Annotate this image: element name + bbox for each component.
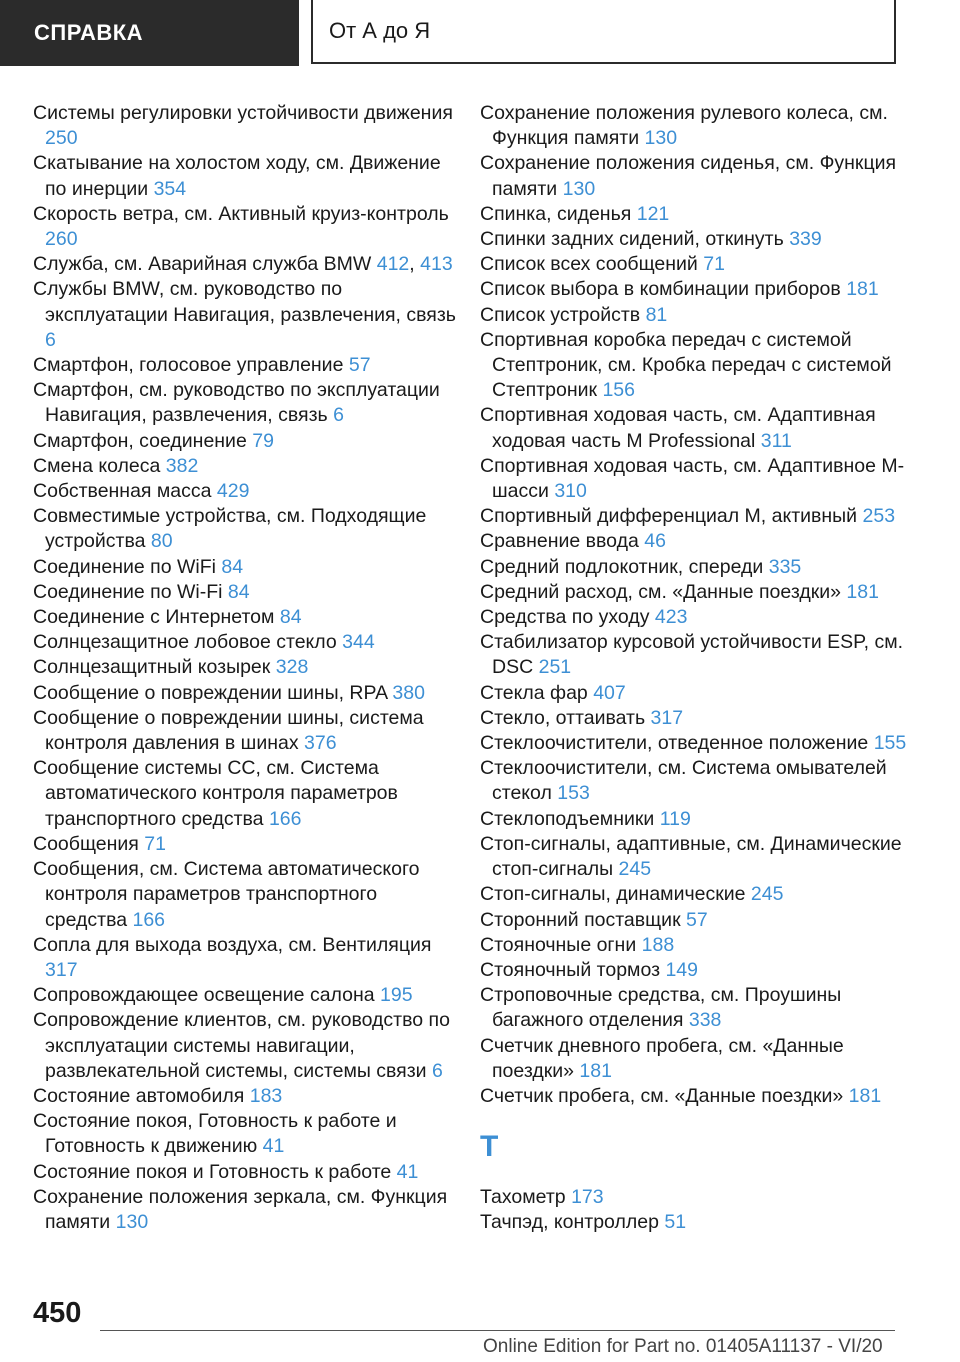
index-entry-text: Сторонний поставщик <box>480 908 681 931</box>
page-reference-link[interactable]: 376 <box>304 732 337 755</box>
index-entry <box>480 933 920 958</box>
index-entry-text: Смартфон, голосовое управление <box>33 354 344 377</box>
index-entry-text: Состояние покоя, Готовность к работе и Готовность к движению <box>33 1110 397 1158</box>
page-reference-link[interactable]: 6 <box>333 404 344 427</box>
index-entry-text: Скорость ветра, см. Активный круиз-контроль <box>33 202 449 225</box>
index-entry-text: Средства по уходу <box>480 606 650 629</box>
page-reference-link[interactable]: 354 <box>153 177 187 200</box>
index-entry-text: Собственная масса <box>33 480 212 503</box>
index-entry <box>33 706 463 756</box>
index-entry-text: Стояночный тормоз <box>480 958 661 981</box>
index-entry <box>480 1034 920 1084</box>
page-reference-link[interactable]: 183 <box>249 1084 283 1107</box>
page-reference-link[interactable]: 149 <box>665 958 698 981</box>
index-entry <box>480 303 920 328</box>
page-reference-link[interactable]: 181 <box>848 1084 882 1107</box>
index-entry <box>480 101 920 151</box>
index-entry-text: Спортивная ходовая часть, см. Адаптивная ходовая часть M Professional <box>480 404 876 452</box>
index-entry-text: Строповочные средства, см. Проушины багажного отделения <box>480 984 842 1032</box>
page-reference-link[interactable]: 188 <box>641 933 675 956</box>
page-reference-link[interactable]: 6 <box>432 1059 443 1082</box>
page-reference-link[interactable]: 153 <box>557 782 590 805</box>
index-letter-heading: Т <box>480 1130 499 1164</box>
index-entry-text: Соединение с Интернетом <box>33 606 275 629</box>
page-reference-link[interactable]: 413 <box>420 253 453 276</box>
page-reference-link[interactable]: 121 <box>636 202 670 225</box>
index-entry-text: Сопровождение клиентов, см. руководство по эксплуатации системы навигации, развлекательной системы, системы связи <box>33 1009 450 1082</box>
page-reference-link[interactable]: 338 <box>688 1009 722 1032</box>
index-entry <box>33 756 463 832</box>
index-entry <box>480 227 920 252</box>
index-entry-text: Сопла для выхода воздуха, см. Вентиляция <box>33 933 432 956</box>
page-reference-link[interactable]: 51 <box>664 1210 687 1233</box>
index-entry <box>33 832 463 857</box>
page-reference-link[interactable]: 328 <box>275 656 309 679</box>
index-entry <box>480 983 920 1033</box>
page-reference-link[interactable]: 245 <box>618 858 652 881</box>
page-reference-link[interactable]: 130 <box>115 1210 149 1233</box>
index-entry-text: Сохранение положения рулевого колеса, см. Функция памяти <box>480 102 888 150</box>
index-entry-text: Стеклоочистители, отведенное положение <box>480 732 869 755</box>
index-entry-text: Список устройств <box>480 303 641 326</box>
index-entry <box>480 555 920 580</box>
page-reference-link[interactable]: 335 <box>768 555 802 578</box>
index-entry <box>33 101 463 151</box>
index-entry <box>33 933 463 983</box>
index-entry-text: Солнцезащитный козырек <box>33 656 271 679</box>
index-entry <box>480 958 920 983</box>
page-reference-link[interactable]: 245 <box>750 883 784 906</box>
index-column-right <box>480 101 920 1235</box>
index-entry-text: Спортивная ходовая часть, см. Адаптивное M-шасси <box>480 454 905 503</box>
index-entry <box>33 504 463 554</box>
index-entry-text: Совместимые устройства, см. Подходящие устройства <box>33 505 427 553</box>
page-reference-link[interactable]: 46 <box>644 530 666 553</box>
index-entry-text: Средний подлокотник, спереди <box>480 555 764 578</box>
page-reference-link[interactable]: 84 <box>279 606 302 629</box>
index-entry-text: Средний расход, см. «Данные поездки» <box>480 580 841 603</box>
index-entry-text: Список выбора в комбинации приборов <box>480 278 841 301</box>
page-reference-link[interactable]: 195 <box>380 984 413 1007</box>
page-reference-link[interactable]: 81 <box>645 303 668 326</box>
index-entry-text: Сохранение положения сиденья, см. Функция памяти <box>480 152 897 200</box>
index-entry-text: Состояние автомобиля <box>33 1084 245 1107</box>
index-entry <box>33 1185 463 1235</box>
index-entry <box>480 403 920 453</box>
index-entry <box>33 630 463 655</box>
index-entry-text: Состояние покоя и Готовность к работе <box>33 1160 392 1183</box>
index-entry-text: Смена колеса <box>33 454 161 477</box>
index-entry-text: Стоп-сигналы, адаптивные, см. Динамические стоп-сигналы <box>480 832 902 881</box>
index-entry-text: Сообщения <box>33 832 139 855</box>
page-reference-link[interactable]: 79 <box>252 429 274 452</box>
page-reference-link[interactable]: 57 <box>686 908 708 931</box>
index-entry-text: Стекло, оттаивать <box>480 706 646 729</box>
section-tab[interactable] <box>0 0 299 66</box>
index-entry <box>33 1160 463 1185</box>
page-reference-link[interactable]: 155 <box>873 732 907 755</box>
index-entry-text: Скатывание на холостом ходу, см. Движение по инерции <box>33 152 441 200</box>
index-entry <box>33 580 463 605</box>
index-entry-text: Стоп-сигналы, динамические <box>480 883 746 906</box>
index-entry-text: Сообщение системы CC, см. Система автоматического контроля параметров транспортного средства <box>33 757 398 830</box>
page-header <box>0 0 960 66</box>
index-entry-text: Спортивный дифференциал M, активный <box>480 505 858 528</box>
index-entry-text: Сообщения, см. Система автоматического контроля параметров транспортного средства <box>33 858 420 931</box>
page-reference-link[interactable]: 412 <box>376 253 410 276</box>
index-entry-text: Солнцезащитное лобовое стекло <box>33 631 337 654</box>
page-reference-link[interactable]: 41 <box>396 1160 419 1183</box>
index-entry-text: Сравнение ввода <box>480 530 639 553</box>
index-entry <box>33 151 463 201</box>
index-entry-text: Сообщение о повреждении шины, система контроля давления в шинах <box>33 706 424 755</box>
index-entry <box>33 479 463 504</box>
page-reference-link[interactable]: 310 <box>554 480 587 503</box>
index-entry <box>33 983 463 1008</box>
index-entry-text: Счетчик дневного пробега, см. «Данные поездки» <box>480 1034 844 1082</box>
page-reference-link[interactable]: 173 <box>571 1185 604 1208</box>
page-reference-link[interactable]: 6 <box>45 328 56 351</box>
page-reference-link[interactable]: 80 <box>150 530 173 553</box>
page-reference-link[interactable]: 130 <box>562 177 596 200</box>
page-number: 450 <box>33 1297 82 1329</box>
index-entry <box>480 252 920 277</box>
index-entry <box>33 378 463 428</box>
page-reference-link[interactable]: 344 <box>342 631 375 654</box>
index-entry <box>480 605 920 630</box>
page-reference-link[interactable]: 181 <box>579 1059 612 1082</box>
index-entry <box>33 605 463 630</box>
index-entry <box>480 807 920 832</box>
index-entry-text: Сообщение о повреждении шины, RPA <box>33 681 387 704</box>
page-reference-link[interactable]: 317 <box>650 706 684 729</box>
index-entry <box>480 1185 920 1210</box>
index-entry-text: Стояночные огни <box>480 933 637 956</box>
index-entry-text: Стеклоочистители, см. Система омывателей стекол <box>480 757 887 805</box>
index-entry-text: Тахометр <box>480 1185 566 1208</box>
index-column-left <box>33 101 463 1235</box>
page-reference-link[interactable]: 166 <box>132 908 166 931</box>
index-entry-text: Тачпэд, контроллер <box>480 1210 659 1233</box>
page-reference-link[interactable]: 84 <box>227 580 250 603</box>
index-entry <box>480 277 920 302</box>
index-entry <box>480 630 920 680</box>
index-entry-text: Спинки задних сидений, откинуть <box>480 228 784 251</box>
index-entry <box>33 1008 463 1084</box>
page-reference-link[interactable]: 156 <box>602 379 635 402</box>
index-entry <box>480 454 920 504</box>
index-entry <box>480 151 920 201</box>
page-reference-link[interactable]: 71 <box>703 253 725 276</box>
index-entry <box>480 731 920 756</box>
footer-divider <box>100 1330 895 1331</box>
page-reference-link[interactable]: 423 <box>654 606 688 629</box>
index-entry-text: Смартфон, см. руководство по эксплуатации Навигация, развлечения, связь <box>33 379 440 427</box>
page-reference-link[interactable]: 84 <box>221 555 244 578</box>
index-entry-text: Стекла фар <box>480 681 588 704</box>
page-reference-link[interactable]: 382 <box>165 454 199 477</box>
page-reference-link[interactable]: 71 <box>144 832 166 855</box>
index-entry-text: Спортивная коробка передач с системой Стептроник, см. Кробка передач с системой Стептроник <box>480 328 892 402</box>
index-entry <box>33 1084 463 1109</box>
index-entry-text: Счетчик пробега, см. «Данные поездки» <box>480 1084 844 1107</box>
index-entry-text: Стабилизатор курсовой устойчивости ESP, см. DSC <box>480 631 904 679</box>
page-reference-link[interactable]: 311 <box>760 429 792 452</box>
index-entry-text: Спинка, сиденья <box>480 202 632 225</box>
page-reference-link[interactable]: 130 <box>644 127 678 150</box>
chapter-title: От А до Я <box>329 18 431 43</box>
index-entry: Служба, см. Аварийная служба BMW 412, 413 <box>33 253 453 276</box>
section-label: СПРАВКА <box>34 20 144 45</box>
index-entry <box>480 328 920 404</box>
index-entry-text: Стеклоподъемники <box>480 807 655 830</box>
page-reference-link[interactable]: 253 <box>862 505 896 528</box>
page-reference-link[interactable]: 429 <box>216 480 250 503</box>
index-entry <box>480 580 920 605</box>
index-entry <box>480 1084 920 1109</box>
index-entry <box>33 454 463 479</box>
index-entry <box>33 353 463 378</box>
page-reference-link[interactable]: 251 <box>538 656 572 679</box>
index-entry <box>480 1210 920 1235</box>
page-reference-link[interactable]: 339 <box>789 228 822 251</box>
index-entry <box>33 429 463 454</box>
index-entry <box>33 655 463 680</box>
index-entry-text: Соединение по WiFi <box>33 555 216 578</box>
index-entry <box>480 908 920 933</box>
page-reference-link[interactable]: 57 <box>348 354 371 377</box>
index-entry-text: Службы BMW, см. руководство по эксплуатации Навигация, развлечения, связь <box>33 278 456 326</box>
index-entry-text: Смартфон, соединение <box>33 429 247 452</box>
page-reference-link[interactable]: 181 <box>846 278 879 301</box>
index-entry <box>480 832 920 882</box>
index-entry <box>480 706 920 731</box>
index-entry <box>33 277 463 353</box>
index-entry <box>33 555 463 580</box>
index-entry <box>480 529 920 554</box>
index-entry-text: Сопровождающее освещение салона <box>33 984 375 1007</box>
page-reference-link[interactable]: 407 <box>593 681 626 704</box>
index-entry <box>480 681 920 706</box>
index-entry <box>33 202 463 252</box>
index-entry <box>480 882 920 907</box>
page-reference-link[interactable]: 166 <box>268 807 302 830</box>
page-reference-link[interactable]: 317 <box>45 958 78 981</box>
index-entry <box>33 1109 463 1159</box>
page-reference-link[interactable]: 260 <box>45 228 78 251</box>
index-entry-text: Соединение по Wi-Fi <box>33 580 223 603</box>
index-entry <box>480 756 920 806</box>
index-entry <box>33 681 463 706</box>
index-entry-text: Служба, см. Аварийная служба BMW <box>33 253 372 276</box>
page-reference-link[interactable]: 41 <box>262 1135 285 1158</box>
index-entry-text: Список всех сообщений <box>480 253 698 276</box>
chapter-title-box <box>311 0 896 64</box>
page-reference-link[interactable]: 119 <box>659 807 691 830</box>
page-reference-link[interactable]: 250 <box>45 127 78 150</box>
index-entry <box>480 202 920 227</box>
index-entry <box>33 857 463 933</box>
page-reference-link[interactable]: 380 <box>392 681 425 704</box>
page-reference-link[interactable]: 181 <box>846 580 879 603</box>
index-entry <box>480 504 920 529</box>
footer-edition: Online Edition for Part no. 01405A11137 - VI/20 <box>483 1336 883 1357</box>
index-entry-text: Системы регулировки устойчивости движения <box>33 102 453 124</box>
index-entry-text: Сохранение положения зеркала, см. Функция памяти <box>33 1185 448 1233</box>
